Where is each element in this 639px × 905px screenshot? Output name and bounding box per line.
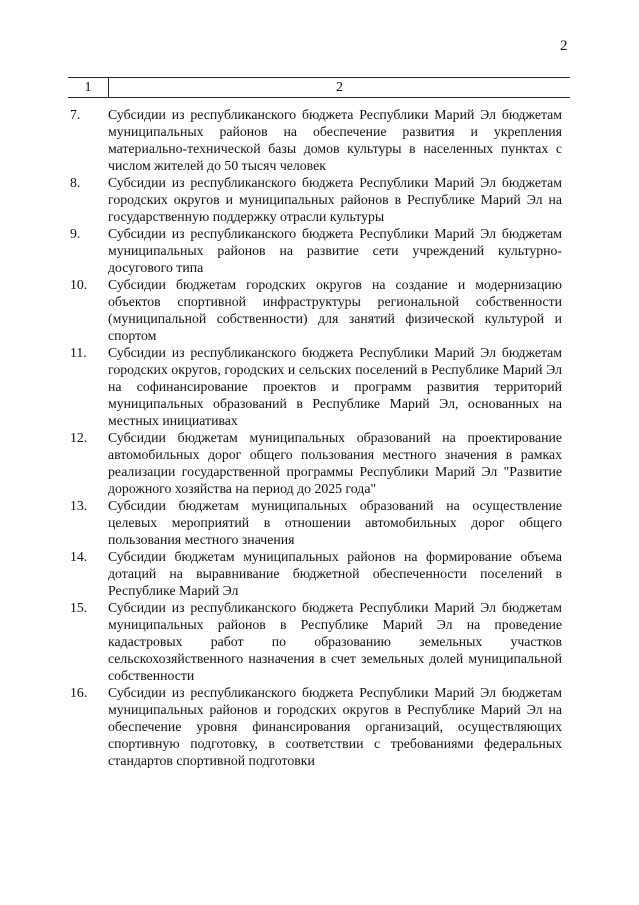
item-number: 8. [70,175,81,190]
item-text: Субсидии из республиканского бюджета Республики Марий Эл бюджетам муниципальных районов на обеспечение развития и укрепления материально-технической базы домов культуры в населенных пунктах с числом жителей до 50 тысяч человек [108,107,562,173]
item-text: Субсидии из республиканского бюджета Республики Марий Эл бюджетам муниципальных районов и городских округов в Республике Марий Эл на обеспечение уровня финансирования организаций, осуществляющих спортивную подготовку, в соответствии с требованиями федеральных стандартов спортивной подготовки [108,685,562,768]
item-number: 13. [70,498,88,513]
item-text: Субсидии из республиканского бюджета Республики Марий Эл бюджетам муниципальных районов в Республике Марий Эл на проведение кадастровых работ по образованию земельных участков сельскохозяйственного назначения в счет земельных долей муниципальной собственности [108,600,562,683]
page-number: 2 [560,38,568,54]
list-item [68,684,570,769]
item-number: 16. [70,685,88,700]
list-item [68,429,570,497]
item-text: Субсидии бюджетам муниципальных районов на формирование объема дотаций на выравнивание бюджетной обеспеченности поселений в Республике Марий Эл [108,549,562,598]
table-header-col-1: 1 [68,78,109,97]
item-number: 7. [70,107,81,122]
item-text: Субсидии из республиканского бюджета Республики Марий Эл бюджетам городских округов и муниципальных районов в Республике Марий Эл на государственную поддержку отрасли культуры [108,175,562,224]
list-item [68,599,570,684]
list-item [68,497,570,548]
item-text: Субсидии бюджетам муниципальных образований на проектирование автомобильных дорог общего пользования местного значения в рамках реализации государственной программы Республики Марий Эл "Развитие дорожного хозяйства на период до 2025 года" [108,430,562,496]
list-item [68,174,570,225]
list-item [68,225,570,276]
list-item [68,548,570,599]
item-text: Субсидии из республиканского бюджета Республики Марий Эл бюджетам городских округов, городских и сельских поселений в Республике Марий Эл на софинансирование проектов и программ развития территорий муниципальных образований в Республике Марий Эл, основанных на местных инициативах [108,345,562,428]
list-item [68,344,570,429]
subsidy-list [68,106,570,769]
table-header [68,77,570,98]
item-number: 14. [70,549,88,564]
item-number: 12. [70,430,88,445]
item-number: 9. [70,226,81,241]
item-number: 10. [70,277,88,292]
item-text: Субсидии бюджетам муниципальных образований на осуществление целевых мероприятий в отношении автомобильных дорог общего пользования местного значения [108,498,562,547]
item-text: Субсидии из республиканского бюджета Республики Марий Эл бюджетам муниципальных районов на развитие сети учреждений культурно-досугового типа [108,226,562,275]
item-text: Субсидии бюджетам городских округов на создание и модернизацию объектов спортивной инфраструктуры региональной собственности (муниципальной собственности) для занятий физической культурой и спортом [108,277,562,343]
item-number: 11. [70,345,87,360]
table-header-col-2: 2 [336,79,343,95]
list-item [68,106,570,174]
item-number: 15. [70,600,88,615]
list-item [68,276,570,344]
